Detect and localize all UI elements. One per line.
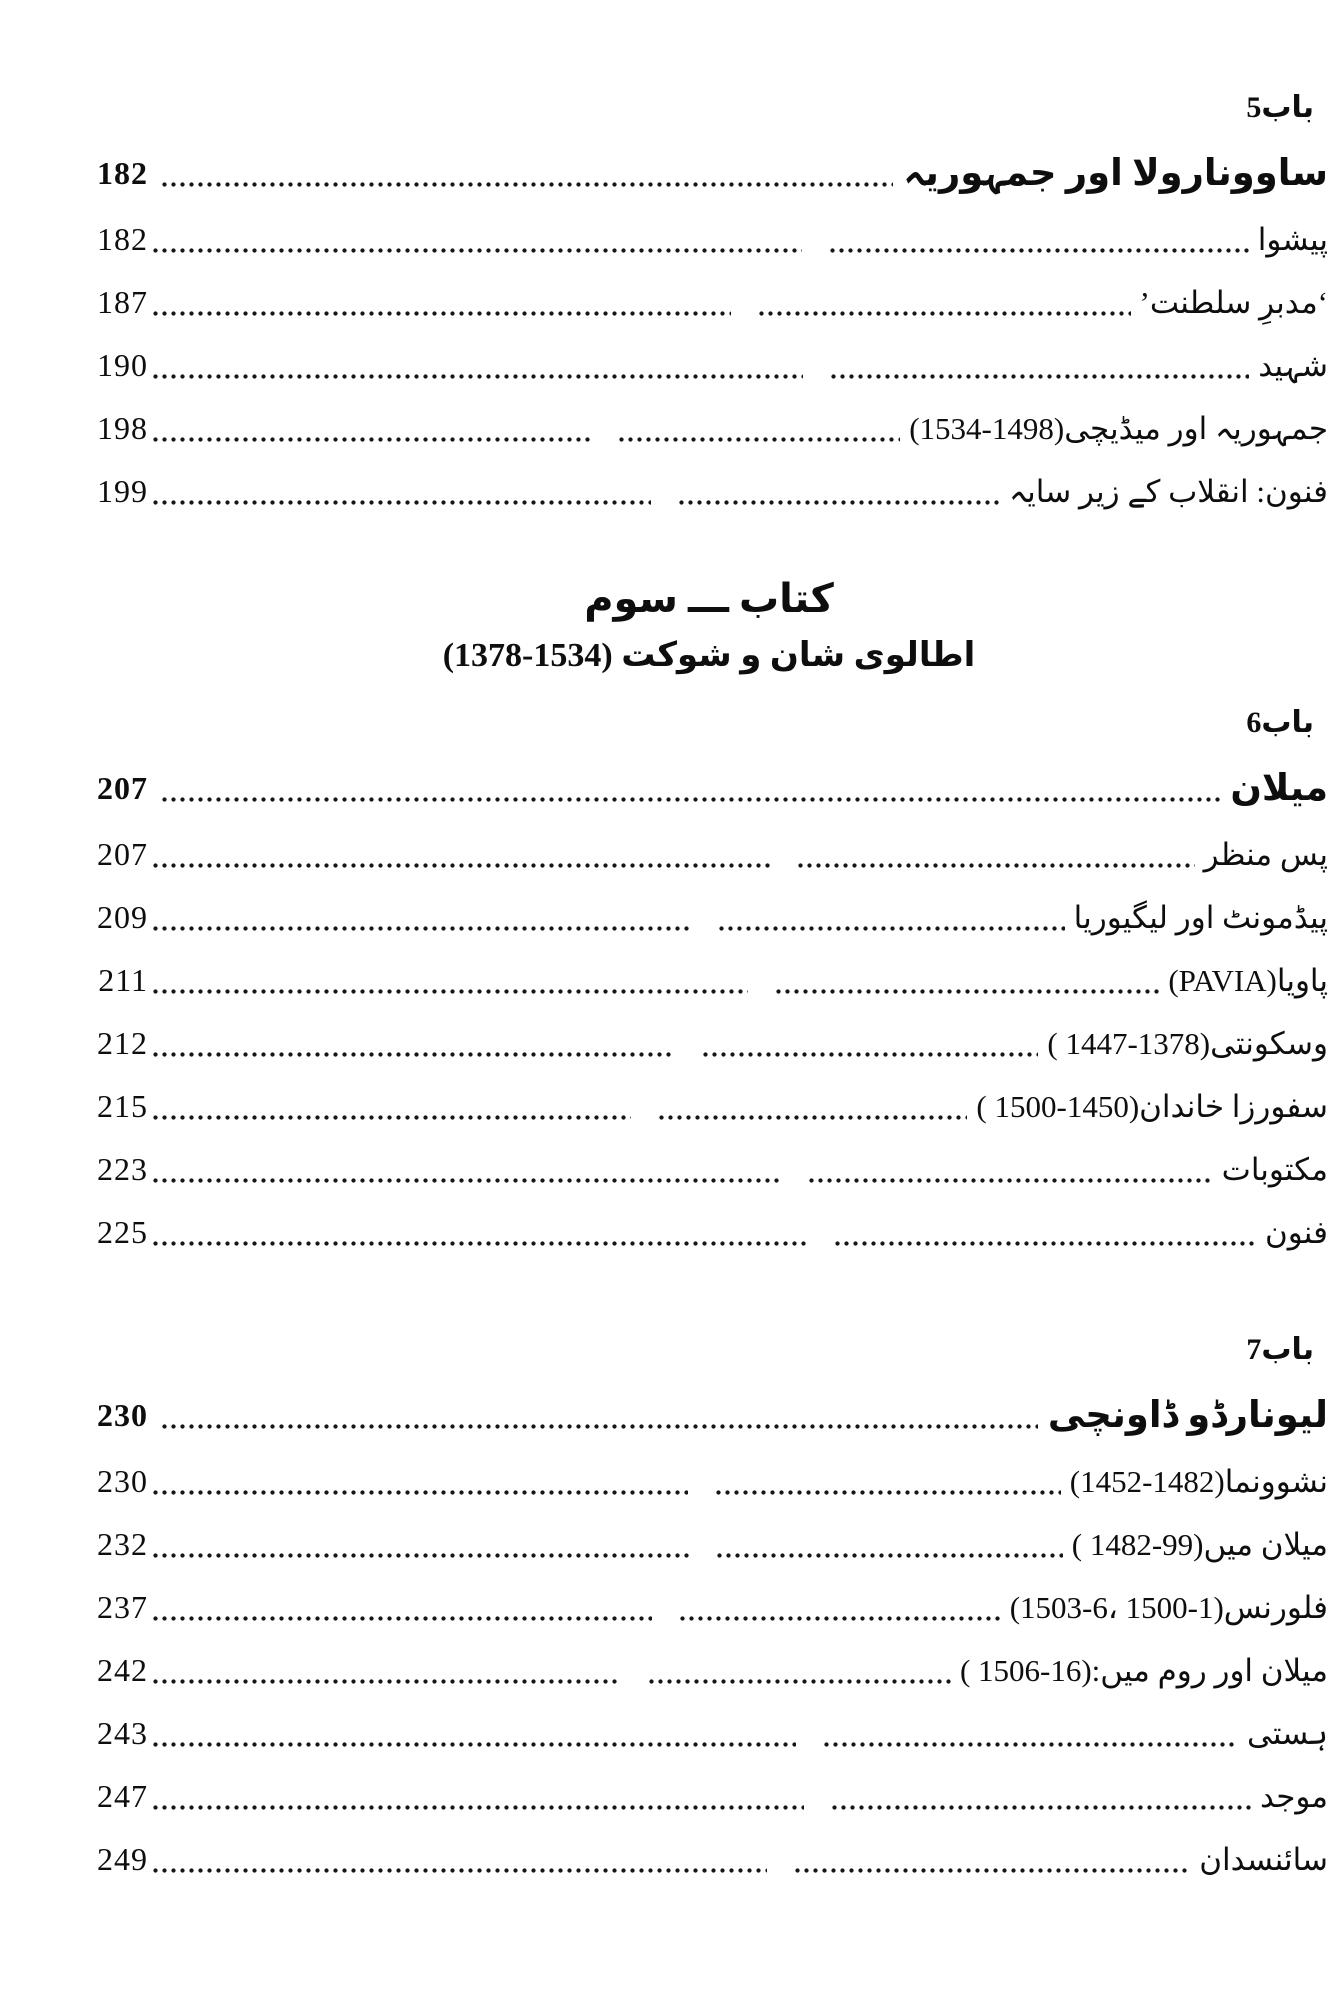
entry-title: پیڈمونٹ اور لیگیوریا (1073, 899, 1328, 935)
toc-row-entry (90, 1702, 1328, 1765)
page-number: 237 (97, 1589, 148, 1625)
chapter-label: باب6 (1246, 706, 1314, 739)
dot-leader (151, 863, 770, 868)
dot-leader (833, 1241, 1256, 1246)
chapter-label: باب7 (1246, 1333, 1314, 1366)
page-number: 215 (97, 1088, 148, 1124)
entry-title: ہستی (1246, 1715, 1328, 1751)
entry-title: فنون (1265, 1214, 1328, 1250)
dot-leader (151, 1679, 621, 1684)
page-number: 207 (97, 836, 148, 872)
entry-title: موجد (1259, 1778, 1328, 1814)
entry-title: فنون: انقلاب کے زیر سایہ (1008, 473, 1328, 509)
entry-title: میلان میں(99-1482 ) (1071, 1526, 1328, 1562)
dot-leader (657, 1115, 967, 1120)
dot-leader (647, 1679, 951, 1684)
page-number: 230 (97, 1463, 148, 1499)
page-number: 211 (98, 962, 148, 998)
toc-row-main (90, 138, 1328, 208)
dot-leader (151, 1178, 781, 1183)
dot-leader (151, 1868, 767, 1873)
toc-row-entry (90, 949, 1328, 1012)
dot-leader (774, 989, 1159, 994)
entry-title: میلان (1230, 768, 1328, 809)
dot-leader (757, 311, 1131, 316)
page-number: 209 (97, 899, 148, 935)
entry-title: سائنسدان (1199, 1841, 1328, 1877)
dot-leader (151, 1553, 689, 1558)
page-number: 199 (97, 473, 148, 509)
toc-row-entry (90, 1765, 1328, 1828)
page-number: 225 (97, 1214, 148, 1250)
page-number: 190 (97, 347, 148, 383)
entry-title: نشوونما(1482-1452) (1069, 1463, 1328, 1499)
toc-row-entry (90, 886, 1328, 949)
dot-leader (151, 1490, 688, 1495)
chapter-section-5 (90, 86, 1328, 523)
dot-leader (829, 374, 1249, 379)
dot-leader (151, 1805, 804, 1810)
dot-leader (151, 1115, 631, 1120)
book-subtitle: اطالوی شان و شوکت (1534-1378) (442, 637, 976, 674)
dot-leader (151, 374, 803, 379)
dot-leader (151, 1241, 807, 1246)
dot-leader (160, 1424, 1038, 1429)
dot-leader (701, 1052, 1039, 1057)
dot-leader (151, 926, 691, 931)
dot-leader (617, 437, 901, 442)
dot-leader (714, 1490, 1061, 1495)
page-number: 207 (97, 769, 148, 806)
toc-row-main (90, 753, 1328, 823)
page-number: 243 (97, 1715, 148, 1751)
toc-row-entry (90, 1639, 1328, 1702)
toc-row-entry (90, 1450, 1328, 1513)
toc-row-entry (90, 460, 1328, 523)
dot-leader (151, 1616, 652, 1621)
entry-title: لیونارڈو ڈاونچی (1047, 1395, 1328, 1436)
page-number: 242 (97, 1652, 148, 1688)
dot-leader (151, 1052, 675, 1057)
dot-leader (678, 1616, 1001, 1621)
entry-title: فلورنس(1-1500 ،6-1503) (1009, 1589, 1328, 1625)
page-number: 223 (97, 1151, 148, 1187)
toc-row-entry (90, 1201, 1328, 1264)
dot-leader (151, 1742, 796, 1747)
toc-row-entry (90, 271, 1328, 334)
dot-leader (793, 1868, 1190, 1873)
page-number: 247 (97, 1778, 148, 1814)
entry-title: جمہوریہ اور میڈیچی(1498-1534) (909, 410, 1328, 446)
dot-leader (151, 311, 731, 316)
chapter-section-7 (90, 1328, 1328, 1891)
page-number: 187 (97, 284, 148, 320)
entry-title: پیشوا (1257, 221, 1328, 257)
toc-row-entry (90, 1075, 1328, 1138)
toc-row-entry (90, 208, 1328, 271)
chapter-label: باب5 (1246, 91, 1314, 124)
dot-leader (151, 989, 748, 994)
chapter-section-6 (90, 701, 1328, 1264)
book-divider (90, 573, 1328, 679)
toc-row-entry (90, 1828, 1328, 1891)
entry-title: سفورزا خاندان(1450-1500 ) (976, 1088, 1328, 1124)
toc-row-entry (90, 334, 1328, 397)
page-number: 232 (97, 1526, 148, 1562)
entry-title: وسکونتی(1378-1447 ) (1047, 1025, 1328, 1061)
dot-leader (715, 1553, 1062, 1558)
dot-leader (160, 182, 893, 187)
entry-title: میلان اور روم میں:(16-1506 ) (959, 1652, 1328, 1688)
dot-leader (796, 863, 1195, 868)
page-number: 230 (97, 1396, 148, 1433)
dot-leader (151, 437, 591, 442)
dot-leader (830, 1805, 1251, 1810)
toc-row-entry (90, 823, 1328, 886)
toc-row-entry (90, 1576, 1328, 1639)
toc-row-entry (90, 1138, 1328, 1201)
dot-leader (677, 500, 1000, 505)
dot-leader (807, 1178, 1213, 1183)
page-number: 212 (97, 1025, 148, 1061)
dot-leader (717, 926, 1065, 931)
dot-leader (151, 248, 802, 253)
toc-row-main (90, 1380, 1328, 1450)
entry-title: ‘مدبرِ سلطنت’ (1139, 284, 1328, 320)
dot-leader (828, 248, 1248, 253)
dot-leader (822, 1742, 1238, 1747)
page-number: 249 (97, 1841, 148, 1877)
dot-leader (160, 797, 1220, 802)
dot-leader (151, 500, 651, 505)
toc-row-entry (90, 1513, 1328, 1576)
entry-title: پاویا(PAVIA) (1168, 962, 1328, 998)
entry-title: ساوونارولا اور جمہوریہ (903, 153, 1328, 194)
page-number: 182 (97, 154, 148, 191)
page-number: 182 (97, 221, 148, 257)
entry-title: مکتوبات (1221, 1151, 1328, 1187)
entry-title: پس منظر (1203, 836, 1328, 872)
book-title: کتاب ـــ سوم (584, 576, 834, 621)
toc-row-entry (90, 1012, 1328, 1075)
entry-title: شہید (1258, 347, 1328, 383)
page-number: 198 (97, 410, 148, 446)
toc-row-entry (90, 397, 1328, 460)
